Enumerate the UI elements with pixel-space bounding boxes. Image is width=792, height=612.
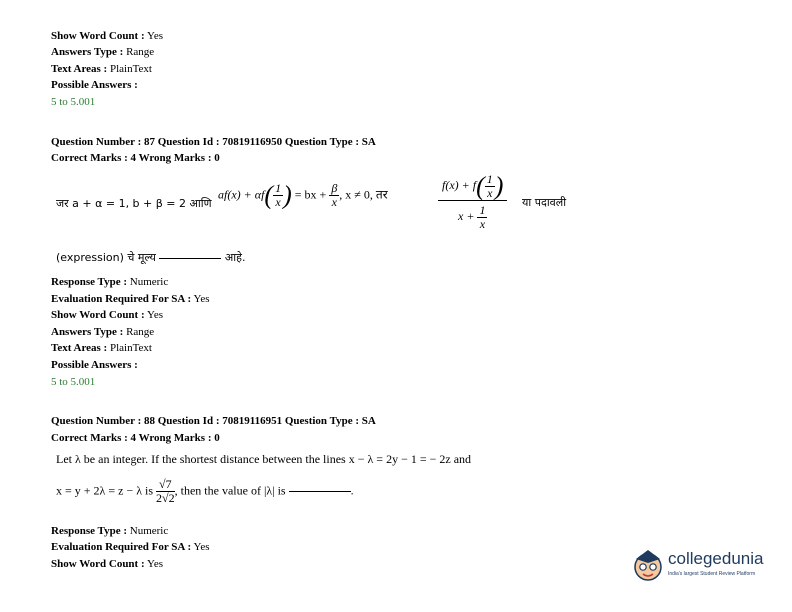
q87-expression-line (56, 250, 245, 265)
q88-line1: Let λ be an integer. If the shortest distance between the lines x − λ = 2y − 1 = − 2z and (56, 452, 472, 466)
distance-fraction: $\frac{√7}{2√2}$ (156, 477, 175, 505)
q87-response-type (51, 275, 168, 289)
q86-answer-range: 5 to 5.001 (51, 96, 96, 108)
q87-answer-range: 5 to 5.001 (51, 376, 96, 388)
label: Response Type : (51, 525, 127, 537)
q87-header: Question Number : 87 Question Id : 70819116950 Question Type : SA (51, 136, 376, 148)
label: Answers Type : (51, 46, 124, 58)
q86-answers-type (51, 45, 154, 59)
line2-suffix: , then the value of |λ| is (174, 483, 286, 498)
label: Text Areas : (51, 342, 108, 354)
label: Show Word Count : (51, 558, 145, 570)
value: PlainText (107, 342, 152, 354)
value: Yes (144, 309, 163, 321)
expression-text: (expression) चे मूल्य (56, 251, 156, 264)
q87-show-word-count (51, 308, 163, 322)
value: PlainText (107, 63, 152, 75)
value: Yes (191, 541, 210, 553)
label: Show Word Count : (51, 30, 145, 42)
logo-tagline: India's largest Student Review Platform (668, 571, 756, 577)
q87-text-areas (51, 341, 152, 355)
q87-equation: af(x) + αf( $\frac{1}{x}$ ) = bx + $\frac{\beta}{x}$ , x ≠ 0, तर (218, 180, 388, 210)
q86-possible-answers: Possible Answers : (51, 79, 138, 91)
value: Numeric (127, 276, 169, 288)
q88-show-word-count (51, 557, 163, 571)
label: Show Word Count : (51, 309, 145, 321)
answer-blank (159, 257, 221, 259)
q87-eval-required (51, 292, 210, 306)
value: Range (123, 46, 155, 58)
label: Evaluation Required For SA : (51, 541, 192, 553)
q88-response-type (51, 524, 168, 538)
value: Yes (191, 293, 210, 305)
label: Response Type : (51, 276, 127, 288)
collegedunia-logo (630, 545, 770, 587)
q87-marks: Correct Marks : 4 Wrong Marks : 0 (51, 152, 220, 164)
label: Text Areas : (51, 63, 108, 75)
mascot-icon (630, 545, 666, 585)
label: Answers Type : (51, 326, 124, 338)
logo-name: collegedunia (668, 549, 764, 568)
expression-end: आहे. (224, 251, 246, 264)
answer-blank (289, 490, 351, 492)
q88-marks: Correct Marks : 4 Wrong Marks : 0 (51, 432, 220, 444)
value: Range (123, 326, 155, 338)
q88-eval-required (51, 540, 210, 554)
q87-math-tail: या पदावली (522, 196, 567, 209)
q87-math-prefix: जर a + α = 1, b + β = 2 आणि (56, 197, 212, 210)
label: Evaluation Required For SA : (51, 293, 192, 305)
q87-fraction-expression: f(x) + f( $\frac{1}{x}$ ) x + $\frac{1}{x}$ (438, 170, 507, 231)
q88-header: Question Number : 88 Question Id : 70819116951 Question Type : SA (51, 415, 376, 427)
q87-possible-answers: Possible Answers : (51, 359, 138, 371)
line2-prefix: x = y + 2λ = z − λ is (56, 483, 154, 498)
q86-text-areas (51, 62, 152, 76)
q86-show-word-count (51, 29, 163, 43)
value: Yes (144, 558, 163, 570)
q87-answers-type (51, 325, 154, 339)
value: Numeric (127, 525, 169, 537)
value: Yes (144, 30, 163, 42)
q88-line2: x = y + 2λ = z − λ is $\frac{√7}{2√2}$ , then the value of |λ| is . (56, 477, 354, 505)
